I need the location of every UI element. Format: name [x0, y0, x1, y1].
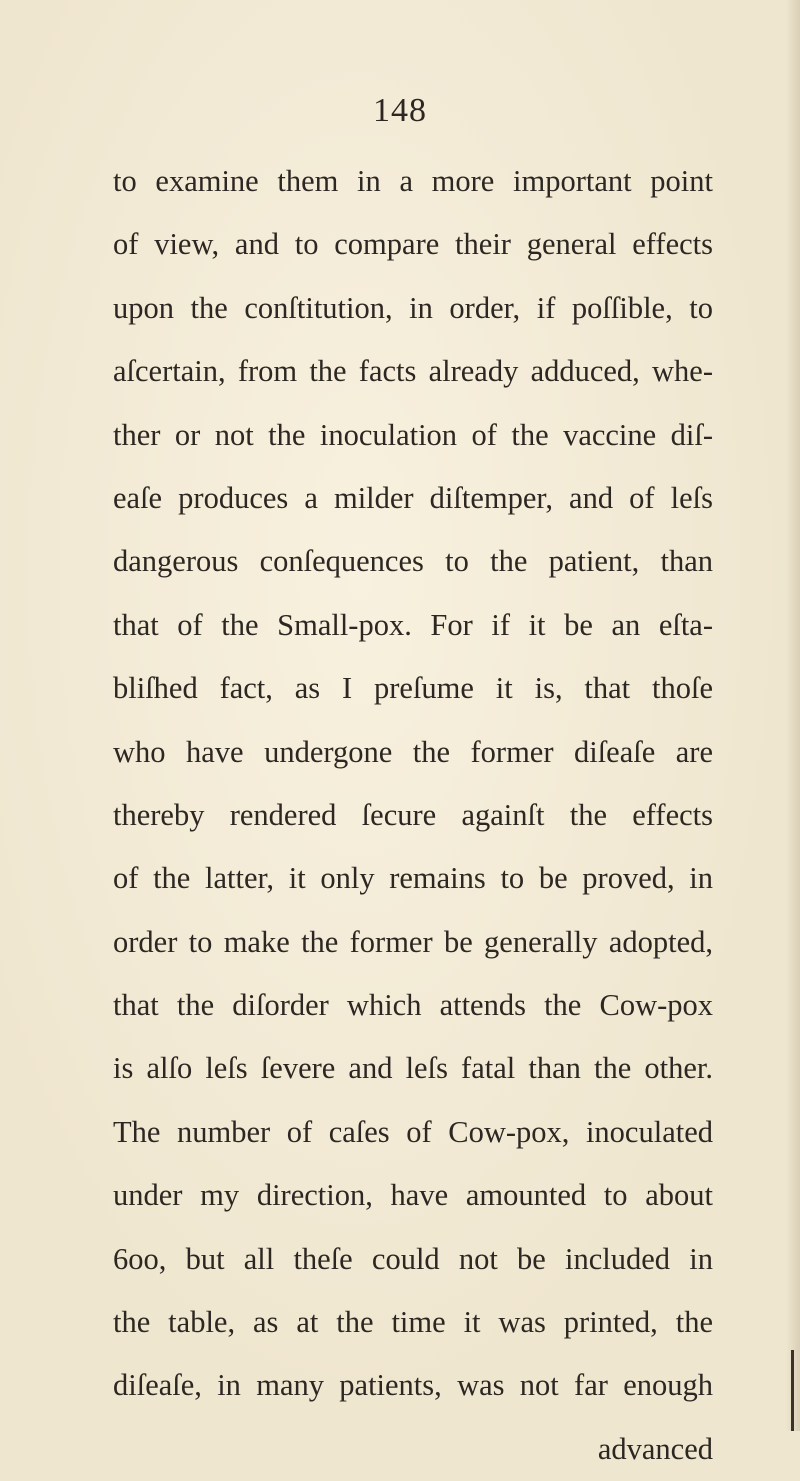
catchword: advanced [597, 1431, 713, 1466]
text-line-13: order to make the former be generally adopted, [113, 924, 713, 959]
text-line-6: eaſe produces a milder diſtemper, and of leſs [113, 480, 713, 515]
text-line-10: who have undergone the former diſeaſe are [113, 734, 713, 769]
text-line-20: diſeaſe, in many patients, was not far enough [113, 1368, 713, 1403]
text-line-1: to examine them in a more important point [113, 164, 713, 198]
text-line-7: dangerous conſequences to the patient, than [113, 544, 713, 579]
text-line-14: that the diſorder which attends the Cow-pox [113, 988, 713, 1023]
text-line-5: ther or not the inoculation of the vaccine diſ- [113, 417, 713, 452]
body-text [113, 150, 713, 1481]
binding-edge-mark [791, 1350, 794, 1431]
text-line-15: is alſo leſs ſevere and leſs fatal than the other. [113, 1051, 713, 1086]
text-line-12: of the latter, it only remains to be proved, in [113, 861, 713, 896]
text-line-16: The number of caſes of Cow-pox, inoculated [113, 1114, 713, 1149]
text-line-8: that of the Small-pox. For if it be an eſta- [113, 607, 713, 642]
text-line-9: bliſhed fact, as I preſume it is, that thoſe [113, 671, 713, 706]
text-line-3: upon the conſtitution, in order, if poſſible, to [113, 290, 713, 325]
text-line-11: thereby rendered ſecure againſt the effects [113, 797, 713, 832]
text-line-4: aſcertain, from the facts already adduced, whe- [113, 354, 713, 389]
page-number: 148 [373, 92, 427, 129]
page-edge-shadow [786, 0, 800, 1431]
text-line-2: of view, and to compare their general effects [113, 227, 713, 262]
text-line-17: under my direction, have amounted to about [113, 1178, 713, 1213]
text-line-18: 6oo, but all theſe could not be included in [113, 1241, 713, 1276]
text-line-19: the table, as at the time it was printed, the [113, 1305, 713, 1340]
